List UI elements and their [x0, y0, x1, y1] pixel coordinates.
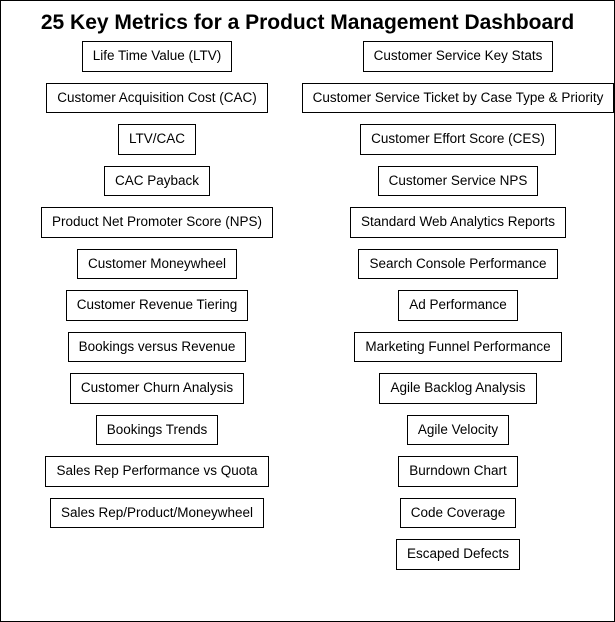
metric-box[interactable]: Sales Rep Performance vs Quota: [45, 456, 268, 487]
metric-box[interactable]: Standard Web Analytics Reports: [350, 207, 566, 238]
metric-box[interactable]: Customer Revenue Tiering: [66, 290, 249, 321]
metric-box[interactable]: Bookings versus Revenue: [68, 332, 247, 363]
metric-box[interactable]: Marketing Funnel Performance: [354, 332, 561, 363]
metric-box[interactable]: Customer Moneywheel: [77, 249, 237, 280]
metric-box[interactable]: Product Net Promoter Score (NPS): [41, 207, 273, 238]
metric-box[interactable]: Customer Effort Score (CES): [360, 124, 556, 155]
metric-box[interactable]: Code Coverage: [400, 498, 517, 529]
metric-box[interactable]: Search Console Performance: [358, 249, 557, 280]
page-title: 25 Key Metrics for a Product Management Dashboard: [40, 11, 575, 34]
metric-columns: [1, 41, 614, 581]
metric-box[interactable]: Customer Service NPS: [378, 166, 539, 197]
metric-box[interactable]: Burndown Chart: [398, 456, 518, 487]
metric-box[interactable]: Sales Rep/Product/Moneywheel: [50, 498, 264, 529]
metric-box[interactable]: Customer Service Key Stats: [363, 41, 554, 72]
metric-box[interactable]: Agile Velocity: [407, 415, 509, 446]
metric-box[interactable]: Customer Service Ticket by Case Type & Priority: [302, 83, 615, 114]
metric-box[interactable]: LTV/CAC: [118, 124, 196, 155]
left-column: [11, 41, 303, 539]
metric-box[interactable]: Agile Backlog Analysis: [379, 373, 536, 404]
metric-box[interactable]: Customer Acquisition Cost (CAC): [46, 83, 268, 114]
metric-box[interactable]: Life Time Value (LTV): [82, 41, 233, 72]
metric-box[interactable]: Escaped Defects: [396, 539, 520, 570]
right-column: [312, 41, 604, 581]
metric-box[interactable]: CAC Payback: [104, 166, 210, 197]
metric-box[interactable]: Customer Churn Analysis: [70, 373, 244, 404]
metric-box[interactable]: Ad Performance: [398, 290, 518, 321]
metric-box[interactable]: Bookings Trends: [96, 415, 219, 446]
